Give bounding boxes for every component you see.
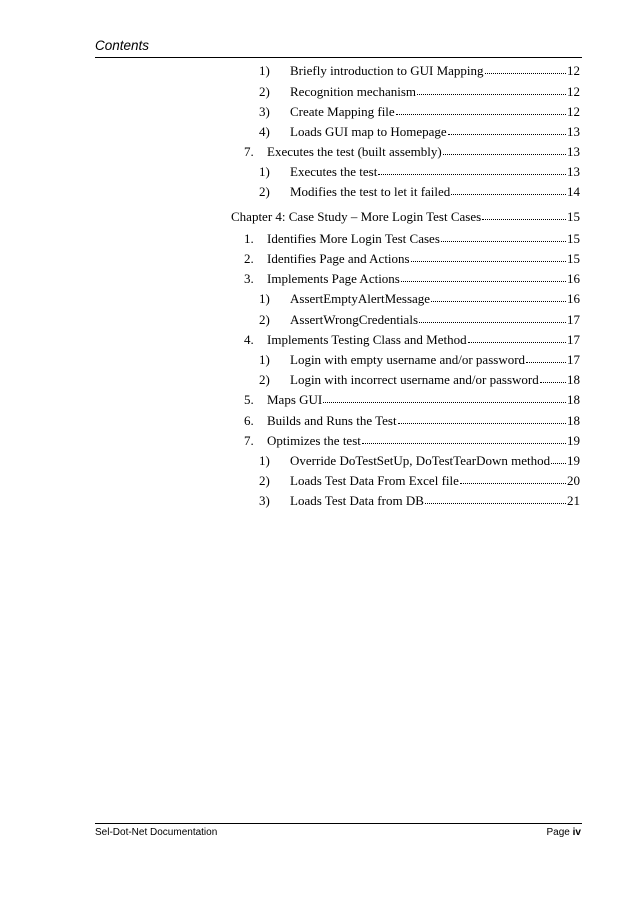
- toc-entry-number: 4): [259, 124, 270, 139]
- toc-dot-leader: [401, 269, 566, 282]
- toc-entry-page: 16: [567, 291, 580, 306]
- footer-page-value: iv: [572, 827, 581, 838]
- toc-entry-title: Implements Page Actions: [267, 271, 400, 286]
- toc-entry-page: 12: [567, 84, 580, 99]
- toc-entry-page: 16: [567, 271, 580, 286]
- toc-entry-title: Optimizes the test: [267, 433, 361, 448]
- toc-entry-title: Login with incorrect username and/or password: [290, 372, 539, 387]
- toc-entry[interactable]: [244, 230, 580, 248]
- toc-entry[interactable]: [244, 331, 580, 349]
- toc-dot-leader: [443, 142, 566, 155]
- toc-entry-number: 2): [259, 312, 270, 327]
- toc-entry-page: 13: [567, 124, 580, 139]
- toc-entry[interactable]: [259, 123, 580, 141]
- toc-dot-leader: [417, 82, 566, 95]
- toc-dot-leader: [441, 229, 566, 242]
- toc-entry-number: 5.: [244, 392, 254, 407]
- toc-entry[interactable]: [244, 391, 580, 409]
- toc-entry-page: 18: [567, 413, 580, 428]
- toc-entry-page: 17: [567, 312, 580, 327]
- toc-entry-page: 20: [567, 473, 580, 488]
- toc-dot-leader: [540, 370, 566, 383]
- toc-entry-title: Modifies the test to let it failed: [290, 184, 451, 199]
- toc-entry-number: 1): [259, 291, 270, 306]
- toc-dot-leader: [411, 249, 566, 262]
- toc-entry[interactable]: [244, 143, 580, 161]
- toc-entry-number: 2): [259, 372, 270, 387]
- toc-entry-number: 1): [259, 164, 270, 179]
- toc-dot-leader: [460, 471, 566, 484]
- toc-entry[interactable]: [259, 183, 580, 201]
- toc-entry-title: Chapter 4: Case Study – More Login Test Cases: [231, 209, 482, 224]
- toc-dot-leader: [448, 122, 566, 135]
- toc-dot-leader: [396, 102, 566, 115]
- toc-dot-leader: [323, 390, 566, 403]
- toc-entry-title: Login with empty username and/or password: [290, 352, 526, 367]
- toc-entry-title: Override DoTestSetUp, DoTestTearDown method: [290, 453, 551, 468]
- toc-entry-number: 7.: [244, 433, 254, 448]
- toc-entry[interactable]: [231, 208, 580, 226]
- toc-entry-number: 2): [259, 84, 270, 99]
- toc-entry-title: Identifies More Login Test Cases: [267, 231, 440, 246]
- footer-page-label: Page: [546, 827, 570, 838]
- toc-entry[interactable]: [244, 412, 580, 430]
- toc-dot-leader: [378, 162, 566, 175]
- toc-entry[interactable]: [259, 163, 580, 181]
- header-divider: [95, 57, 582, 58]
- toc-entry-number: 2): [259, 473, 270, 488]
- toc-entry-page: 19: [567, 433, 580, 448]
- toc-dot-leader: [526, 350, 566, 363]
- toc-entry-page: 17: [567, 352, 580, 367]
- toc-dot-leader: [419, 310, 566, 323]
- toc-entry-page: 19: [567, 453, 580, 468]
- toc-dot-leader: [431, 289, 566, 302]
- toc-entry[interactable]: [244, 250, 580, 268]
- toc-entry-title: Executes the test (built assembly): [267, 144, 442, 159]
- toc-entry-page: 18: [567, 392, 580, 407]
- toc-entry-number: 3.: [244, 271, 254, 286]
- toc-entry-page: 14: [567, 184, 580, 199]
- footer-divider: [95, 823, 582, 824]
- toc-entry-title: Briefly introduction to GUI Mapping: [290, 63, 484, 78]
- toc-entry-page: 12: [567, 63, 580, 78]
- toc-entry-page: 13: [567, 144, 580, 159]
- toc-entry-page: 15: [567, 231, 580, 246]
- toc-entry-page: 15: [567, 251, 580, 266]
- toc-entry-number: 2): [259, 184, 270, 199]
- toc-entry-title: Builds and Runs the Test: [267, 413, 397, 428]
- toc-entry-title: Implements Testing Class and Method: [267, 332, 467, 347]
- toc-entry[interactable]: [259, 311, 580, 329]
- toc-entry-number: 6.: [244, 413, 254, 428]
- toc-entry[interactable]: [259, 83, 580, 101]
- toc-entry[interactable]: [259, 452, 580, 470]
- toc-entry-title: AssertEmptyAlertMessage: [290, 291, 431, 306]
- toc-entry-title: AssertWrongCredentials: [290, 312, 419, 327]
- toc-entry-page: 13: [567, 164, 580, 179]
- toc-entry-number: 1.: [244, 231, 254, 246]
- toc-entry-title: Loads Test Data from DB: [290, 493, 424, 508]
- toc-entry-page: 21: [567, 493, 580, 508]
- toc-entry-title: Loads Test Data From Excel file: [290, 473, 459, 488]
- toc-dot-leader: [551, 451, 566, 464]
- toc-entry[interactable]: [259, 472, 580, 490]
- toc-dot-leader: [485, 61, 566, 74]
- toc-dot-leader: [482, 207, 566, 220]
- toc-dot-leader: [362, 431, 566, 444]
- toc-entry-number: 3): [259, 493, 270, 508]
- toc-entry-page: 18: [567, 372, 580, 387]
- toc-entry-page: 17: [567, 332, 580, 347]
- toc-entry[interactable]: [259, 371, 580, 389]
- toc-entry[interactable]: [259, 492, 580, 510]
- toc-entry[interactable]: [259, 351, 580, 369]
- toc-entry-title: Loads GUI map to Homepage: [290, 124, 447, 139]
- page-header-title: Contents: [95, 38, 150, 53]
- toc-entry-number: 1): [259, 352, 270, 367]
- toc-entry[interactable]: [259, 290, 580, 308]
- toc-entry[interactable]: [259, 62, 580, 80]
- toc-entry-title: Recognition mechanism: [290, 84, 417, 99]
- toc-entry[interactable]: [259, 103, 580, 121]
- toc-entry-title: Create Mapping file: [290, 104, 395, 119]
- toc-dot-leader: [425, 491, 566, 504]
- toc-dot-leader: [451, 182, 566, 195]
- footer-page-number: [547, 827, 581, 838]
- toc-entry-title: Identifies Page and Actions: [267, 251, 410, 266]
- toc-entry-number: 7.: [244, 144, 254, 159]
- toc-entry-number: 2.: [244, 251, 254, 266]
- toc-entry-number: 1): [259, 453, 270, 468]
- toc-entry-number: 4.: [244, 332, 254, 347]
- toc-entry[interactable]: [244, 432, 580, 450]
- toc-entry-title: Maps GUI: [267, 392, 323, 407]
- toc-dot-leader: [468, 330, 566, 343]
- toc-entry-page: 15: [567, 209, 580, 224]
- toc-entry-page: 12: [567, 104, 580, 119]
- toc-entry[interactable]: [244, 270, 580, 288]
- toc-entry-number: 1): [259, 63, 270, 78]
- toc-dot-leader: [398, 411, 566, 424]
- toc-entry-number: 3): [259, 104, 270, 119]
- toc-entry-title: Executes the test: [290, 164, 378, 179]
- footer-document-title: Sel-Dot-Net Documentation: [95, 827, 218, 838]
